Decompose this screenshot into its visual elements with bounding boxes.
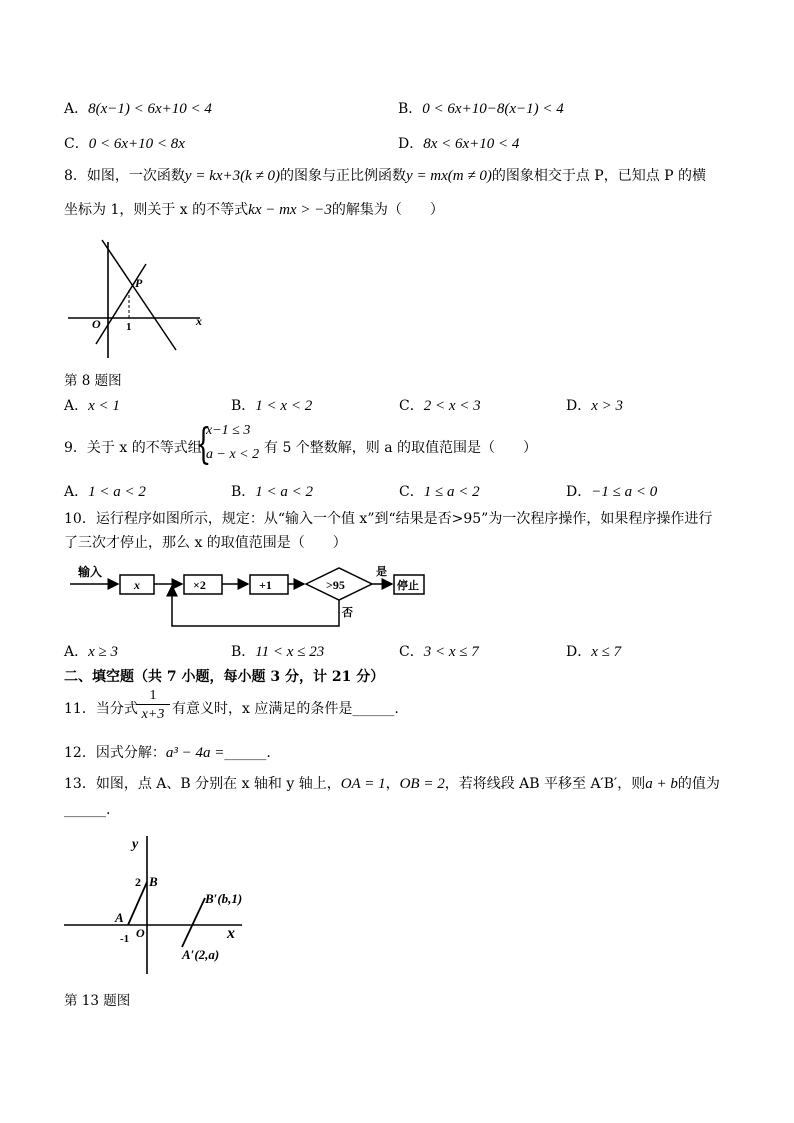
q13-label-a: A [115,910,124,925]
q13-label-b: B [149,874,158,889]
q12-stem: 12．因式分解：a³ − 4a =______. [64,745,271,761]
q13-label-bprime: B′(b,1) [205,891,243,906]
q10-flowchart [66,560,426,634]
q7-option-a: A．8(x−1) < 6x+10 < 4 [64,101,212,117]
q13-label-aprime: A′(2,a) [182,947,220,962]
q9-brace: { [195,419,212,468]
q9-prefix: 9．关于 x 的不等式组 [64,440,202,456]
q7-option-c-expr: 0 < 6x+10 < 8x [88,136,185,152]
q8-label-1: 1 [126,321,132,333]
q9-ineq2: a − x < 2 [206,447,260,462]
q8-label-p: P [135,276,143,290]
q8-ineq: kx − mx > −3 [248,202,332,218]
q8-option-c: C．2 < x < 3 [399,398,481,414]
q11-suffix: 有意义时，x 应满足的条件是______. [172,701,399,717]
q8-stem-line1: 8．如图，一次函数y = kx+3(k ≠ 0)的图象与正比例函数y = mx(m ≠ 0)的图象相交于点 P，已知点 P 的横 [64,168,707,184]
q9-suffix: 有 5 个整数解，则 a 的取值范围是（ ） [264,440,538,456]
q12-expr: a³ − 4a = [165,745,225,761]
q8-graph [60,230,220,362]
q13-label-x: x [227,925,235,942]
q10-option-a: A．x ≥ 3 [64,644,119,660]
q11-numerator: 1 [149,688,157,703]
q8-option-a: A．x < 1 [64,398,120,414]
q10-box-x-text: x [134,578,140,592]
q13-label-o: O [136,926,145,940]
q10-stem-line1: 10．运行程序如图所示，规定：从“输入一个值 x”到“结果是否>95”为一次程序操作，如果程序操作进行 [64,511,713,527]
q8-func2: y = mx(m ≠ 0) [406,168,492,184]
q9-option-a: A．1 < a < 2 [64,484,146,500]
q13-label-2: 2 [135,875,141,889]
section2-title: 二、填空题（共 7 小题，每小题 3 分，计 21 分） [64,669,385,685]
q10-yes-label: 是 [376,566,387,578]
q9-ineq1: x−1 ≤ 3 [206,423,251,438]
q10-option-d: D．x ≤ 7 [566,644,622,660]
q13-ob: OB = 2 [399,776,445,792]
q13-segment-apbp [182,898,205,947]
q10-box-times2-text: ×2 [193,578,206,592]
q8-line-kx [102,240,176,350]
q13-stem-line2: ______. [64,802,111,818]
q13-label-neg1: -1 [120,933,130,945]
q13-stem-line1: 13．如图，点 A、B 分别在 x 轴和 y 轴上，OA = 1，OB = 2，若将线段 AB 平移至 A′B′，则a + b的值为 [64,776,720,792]
q13-oa: OA = 1 [340,776,386,792]
q13-graph [60,826,260,978]
q13-label-y: y [132,837,139,852]
q10-decision-text: >95 [326,578,345,592]
q11-fraction [136,688,170,724]
q10-stem-line2: 了三次才停止，那么 x 的取值范围是（ ） [64,535,347,551]
q10-box-stop-text: 停止 [397,580,419,592]
q10-no-label: 否 [342,607,353,619]
q11-prefix: 11．当分式 [64,701,138,717]
q8-stem-line2: 坐标为 1，则关于 x 的不等式kx − mx > −3的解集为（ ） [64,202,444,218]
q7-option-b-expr: 0 < 6x+10−8(x−1) < 4 [422,101,564,117]
q8-caption: 第 8 题图 [64,373,122,389]
q7-option-b: B．0 < 6x+10−8(x−1) < 4 [398,101,564,117]
q8-option-d: D．x > 3 [566,398,624,414]
q7-option-d: D．8x < 6x+10 < 4 [398,136,520,152]
q8-option-b: B．1 < x < 2 [231,398,313,414]
q11-denominator: x+3 [136,704,170,724]
q9-option-b: B．1 < a < 2 [231,484,314,500]
q8-label-o: O [92,317,101,331]
q8-func1: y = kx+3(k ≠ 0) [184,168,281,184]
q7-option-a-expr: 8(x−1) < 6x+10 < 4 [88,101,212,117]
q7-option-d-expr: 8x < 6x+10 < 4 [423,136,520,152]
q9-option-d: D．−1 ≤ a < 0 [566,484,658,500]
q9-option-c: C．1 ≤ a < 2 [399,484,480,500]
q8-label-x: x [196,314,202,328]
q13-caption: 第 13 题图 [64,993,131,1009]
q10-option-c: C．3 < x ≤ 7 [399,644,479,660]
q10-option-b: B．11 < x ≤ 23 [231,644,325,660]
q13-ab: a + b [645,776,678,792]
q10-box-plus1-text: +1 [259,578,272,592]
q10-input-label: 输入 [78,565,103,579]
q7-option-c: C．0 < 6x+10 < 8x [64,136,185,152]
